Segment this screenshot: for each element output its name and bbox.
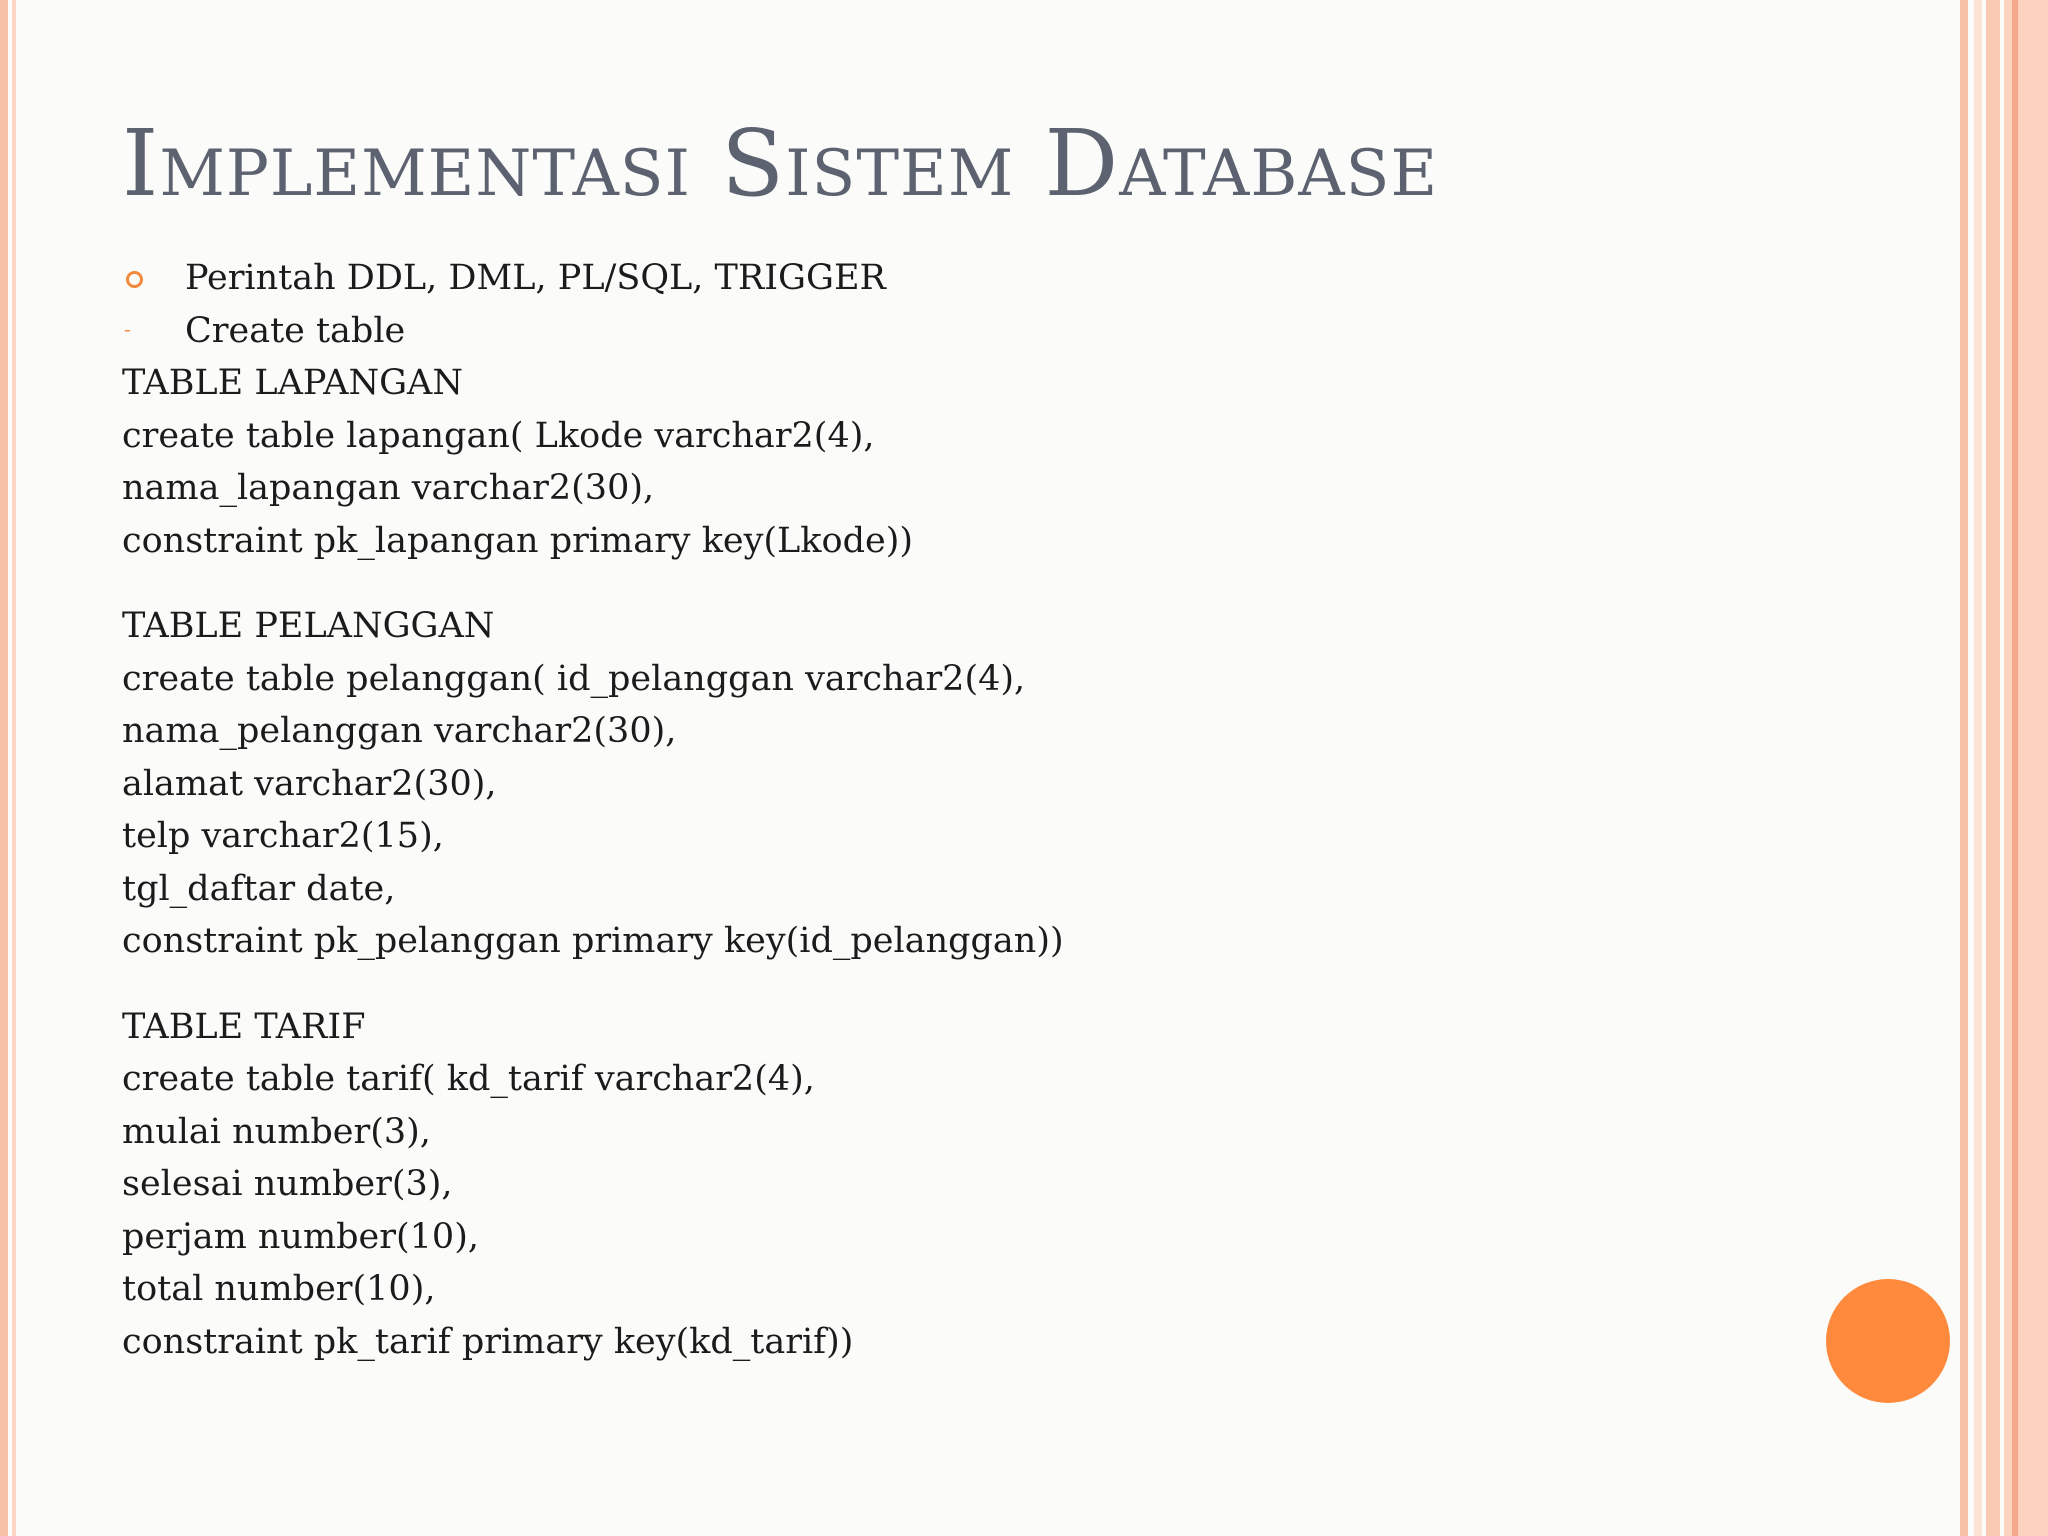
table-heading-tarif: TABLE TARIF <box>122 1006 366 1047</box>
slide-title: Implementasi Sistem Database <box>122 110 1439 217</box>
right-border-stripe <box>2012 0 2018 1536</box>
code-line: telp varchar2(15), <box>122 816 444 856</box>
code-line: selesai number(3), <box>122 1164 453 1204</box>
bullet-text: Create table <box>185 310 406 351</box>
spacer <box>122 567 1902 600</box>
code-line: mulai number(3), <box>122 1111 431 1152</box>
table-heading-pelanggan: TABLE PELANGGAN <box>122 606 495 646</box>
code-line: nama_pelanggan varchar2(30), <box>122 711 677 751</box>
code-line: create table lapangan( Lkode varchar2(4), <box>122 415 875 456</box>
code-line: alamat varchar2(30), <box>122 763 497 804</box>
right-border-stripe <box>1986 0 2000 1536</box>
bullet-text: Perintah DDL, DML, PL/SQL, TRIGGER <box>185 258 886 298</box>
code-line: constraint pk_lapangan primary key(Lkode)) <box>122 520 914 561</box>
right-border-band <box>2004 0 2048 1536</box>
code-line: nama_lapangan varchar2(30), <box>122 468 655 508</box>
code-line: perjam number(10), <box>122 1216 479 1257</box>
table-heading-lapangan: TABLE LAPANGAN <box>122 363 463 403</box>
code-line: total number(10), <box>122 1269 436 1309</box>
spacer <box>122 968 1902 1001</box>
bullet-item <box>122 252 1902 305</box>
orange-circle-decoration <box>1826 1279 1950 1403</box>
code-line: create table pelanggan( id_pelanggan varchar2(4), <box>122 658 1026 699</box>
code-line: create table tarif( kd_tarif varchar2(4), <box>122 1059 815 1099</box>
sub-bullet-item <box>122 305 1902 358</box>
left-border-stripe-inner <box>12 0 16 1536</box>
ring-bullet-icon <box>126 271 143 288</box>
dash-bullet-icon: - <box>124 316 131 341</box>
code-line: tgl_daftar date, <box>122 868 396 909</box>
code-line: constraint pk_pelanggan primary key(id_pelanggan)) <box>122 921 1064 961</box>
code-line: constraint pk_tarif primary key(kd_tarif)) <box>122 1321 854 1362</box>
slide-body <box>122 252 1902 1368</box>
right-border-stripe <box>1960 0 1968 1536</box>
left-border-stripe <box>0 0 8 1536</box>
right-border-stripe <box>1974 0 1982 1536</box>
